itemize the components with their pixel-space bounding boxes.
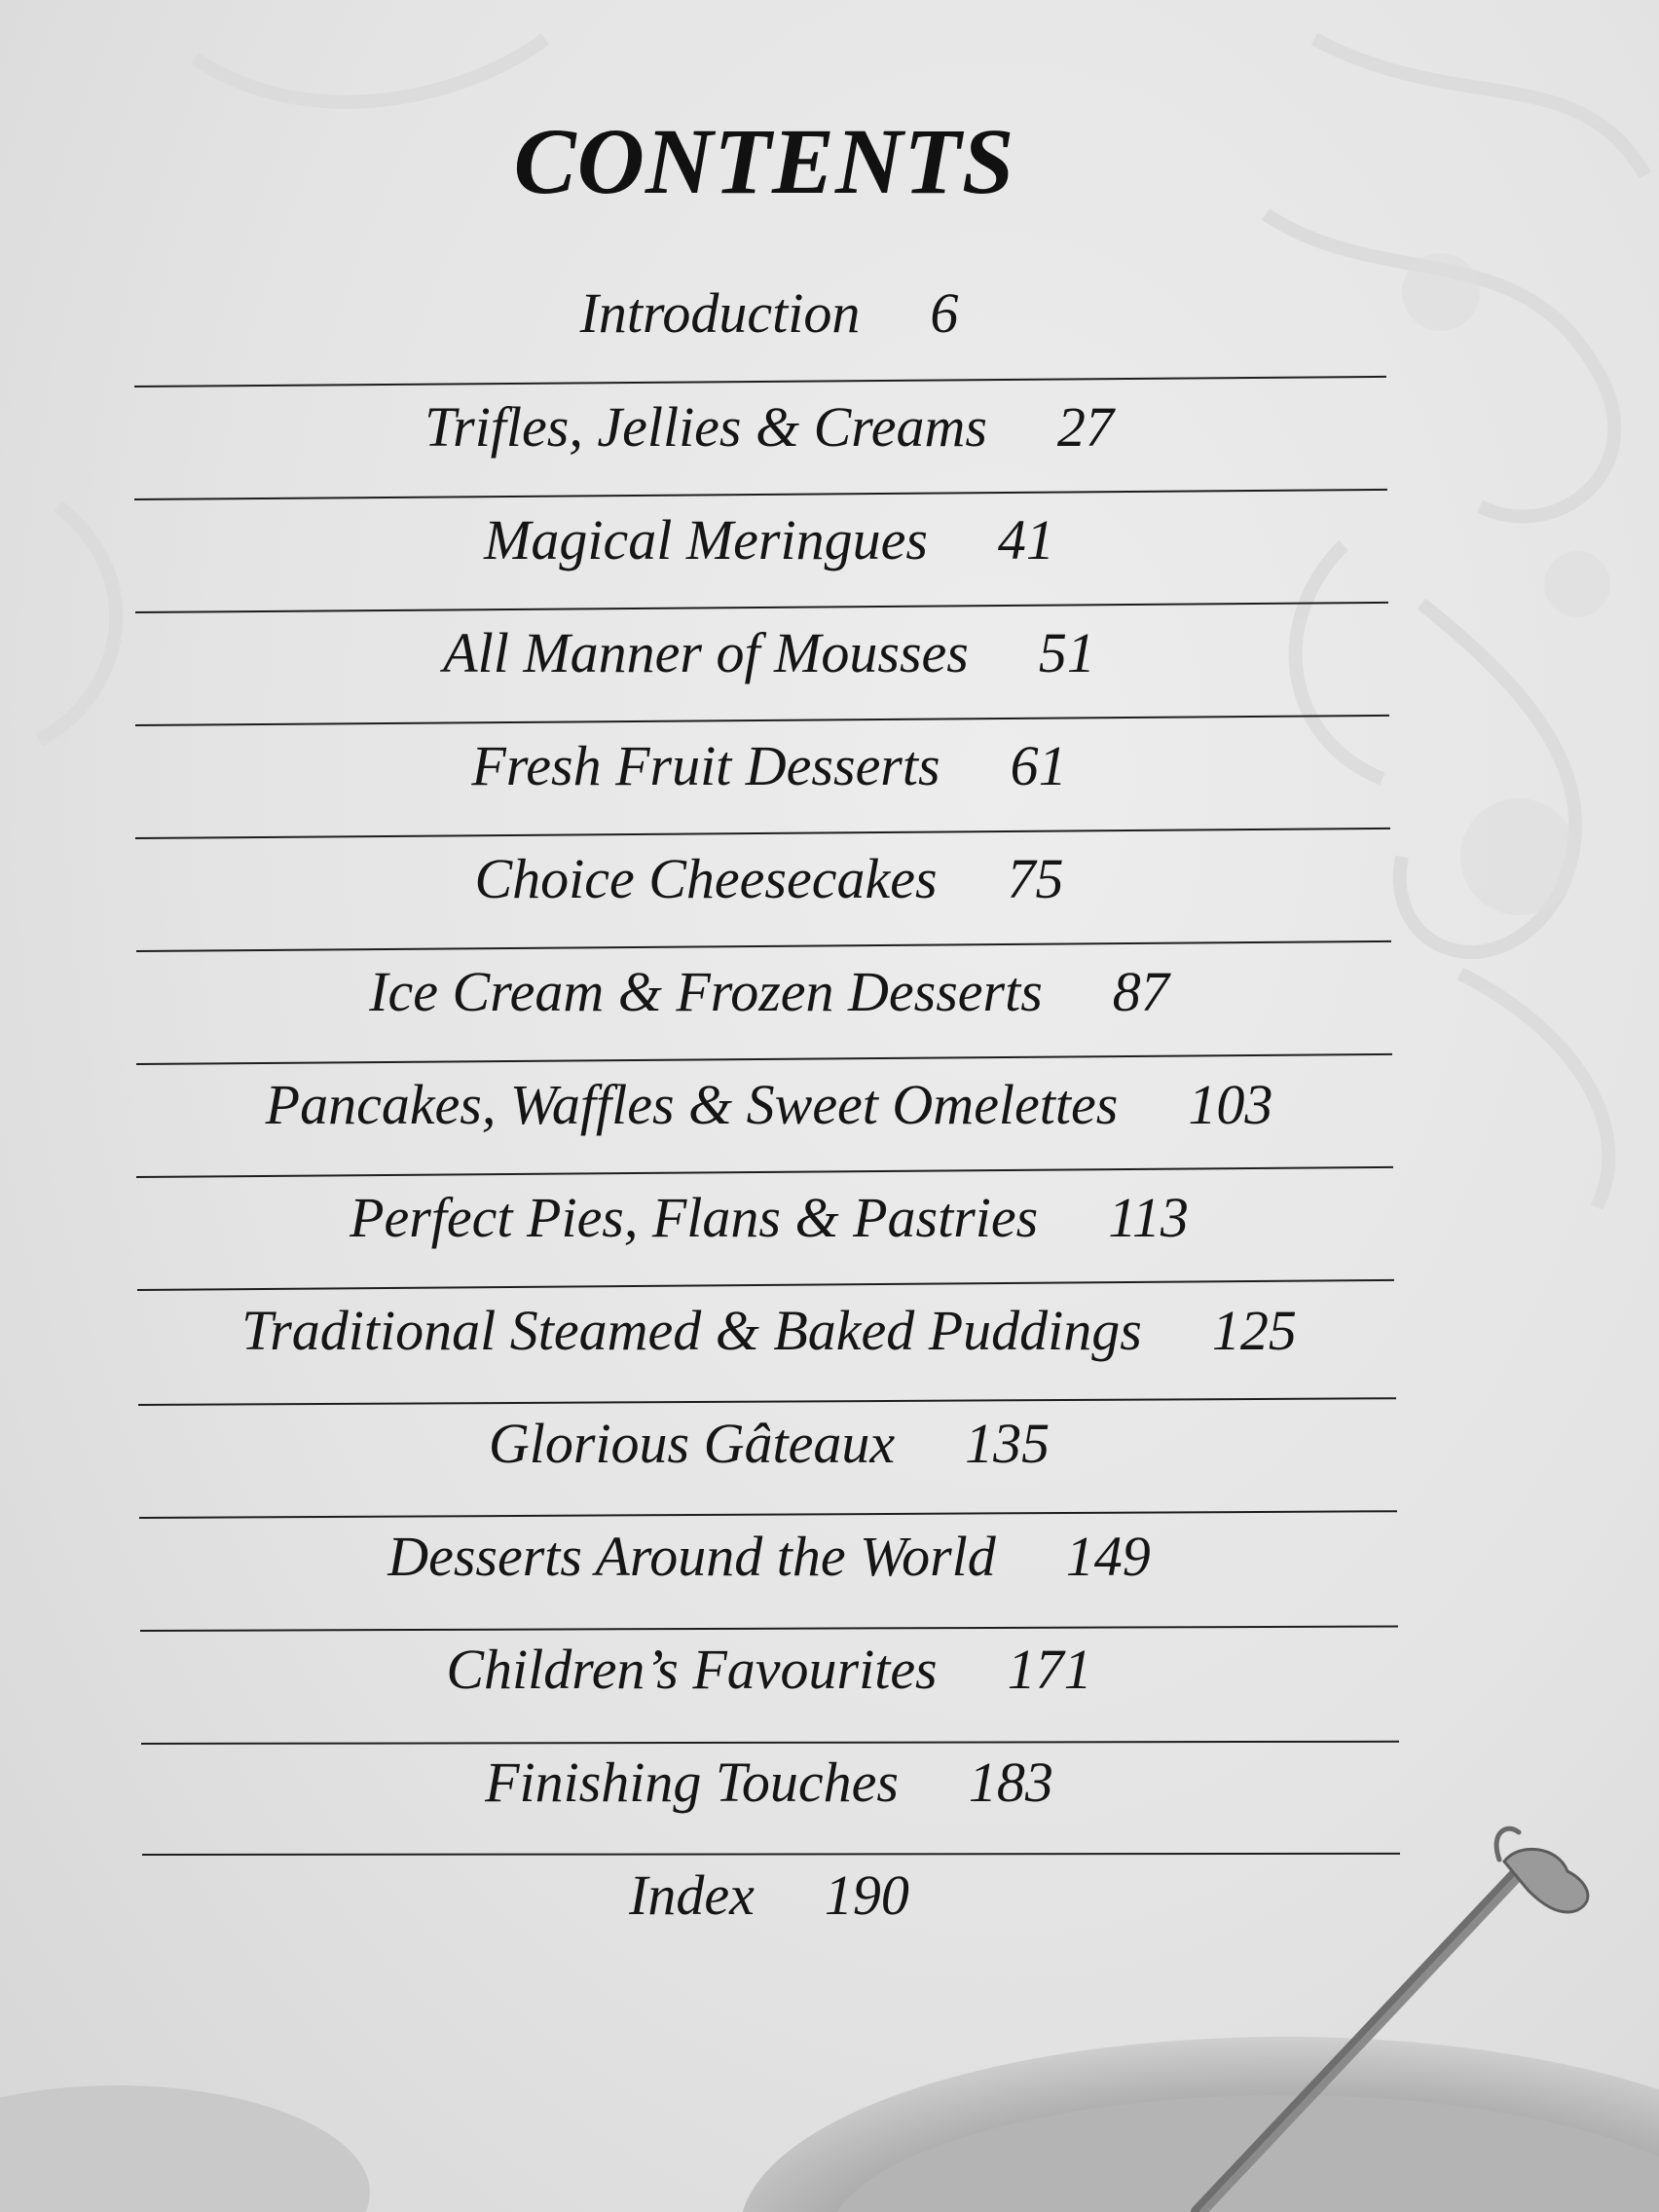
toc-entry [0, 959, 1538, 1024]
toc-entry-label: Pancakes, Waffles & Sweet Omelettes [265, 1073, 1119, 1136]
toc-entry-page: 171 [1007, 1638, 1092, 1701]
toc-entry-label: Glorious Gâteaux [488, 1412, 896, 1475]
toc-entry [0, 620, 1538, 685]
toc-entry [0, 1072, 1538, 1137]
toc-entry-label: Finishing Touches [485, 1751, 899, 1814]
toc-entry [0, 507, 1538, 572]
toc-entry-label: Traditional Steamed & Baked Puddings [241, 1299, 1142, 1362]
toc-entry-page: 190 [824, 1863, 909, 1927]
toc-entry-page: 135 [965, 1412, 1051, 1475]
toc-entry [0, 280, 1538, 346]
toc-entry [0, 1185, 1538, 1250]
toc-entry-page: 75 [1007, 847, 1064, 910]
toc-entry-label: All Manner of Mousses [443, 621, 969, 684]
toc-entry-label: Trifles, Jellies & Creams [424, 395, 987, 459]
toc-entry-page: 125 [1211, 1299, 1297, 1362]
toc-entry-page: 87 [1112, 960, 1169, 1023]
toc-entry [0, 1298, 1538, 1363]
toc-entry [0, 1862, 1538, 1928]
toc-entry [0, 733, 1538, 798]
toc-entry-label: Introduction [579, 281, 861, 345]
toc-entry [0, 846, 1538, 911]
toc-entry [0, 394, 1538, 460]
toc-entry-page: 61 [1010, 734, 1067, 797]
toc-entry-page: 41 [997, 508, 1054, 571]
toc-entry [0, 1524, 1538, 1589]
toc-entry-label: Magical Meringues [484, 508, 928, 571]
toc-entry-page: 27 [1056, 395, 1114, 459]
toc-entry-page: 113 [1108, 1186, 1189, 1249]
toc-entry-page: 149 [1065, 1525, 1151, 1588]
toc-entry-label: Perfect Pies, Flans & Pastries [350, 1186, 1039, 1249]
toc-entry-label: Desserts Around the World [387, 1525, 996, 1588]
toc-entry-label: Children’s Favourites [446, 1638, 938, 1701]
toc-entry [0, 1637, 1538, 1702]
contents-title: CONTENTS [513, 109, 1015, 213]
toc-entry-page: 183 [968, 1751, 1053, 1814]
toc-entry-label: Fresh Fruit Desserts [471, 734, 940, 797]
toc-entry-page: 103 [1188, 1073, 1273, 1136]
toc-entry-label: Choice Cheesecakes [474, 847, 938, 910]
toc-entry-label: Ice Cream & Frozen Desserts [369, 960, 1043, 1023]
toc-entry [0, 1750, 1538, 1815]
toc-entry [0, 1411, 1538, 1476]
toc-entry-label: Index [629, 1863, 755, 1927]
toc-entry-page: 51 [1038, 621, 1095, 684]
toc-entry-page: 6 [930, 281, 959, 345]
